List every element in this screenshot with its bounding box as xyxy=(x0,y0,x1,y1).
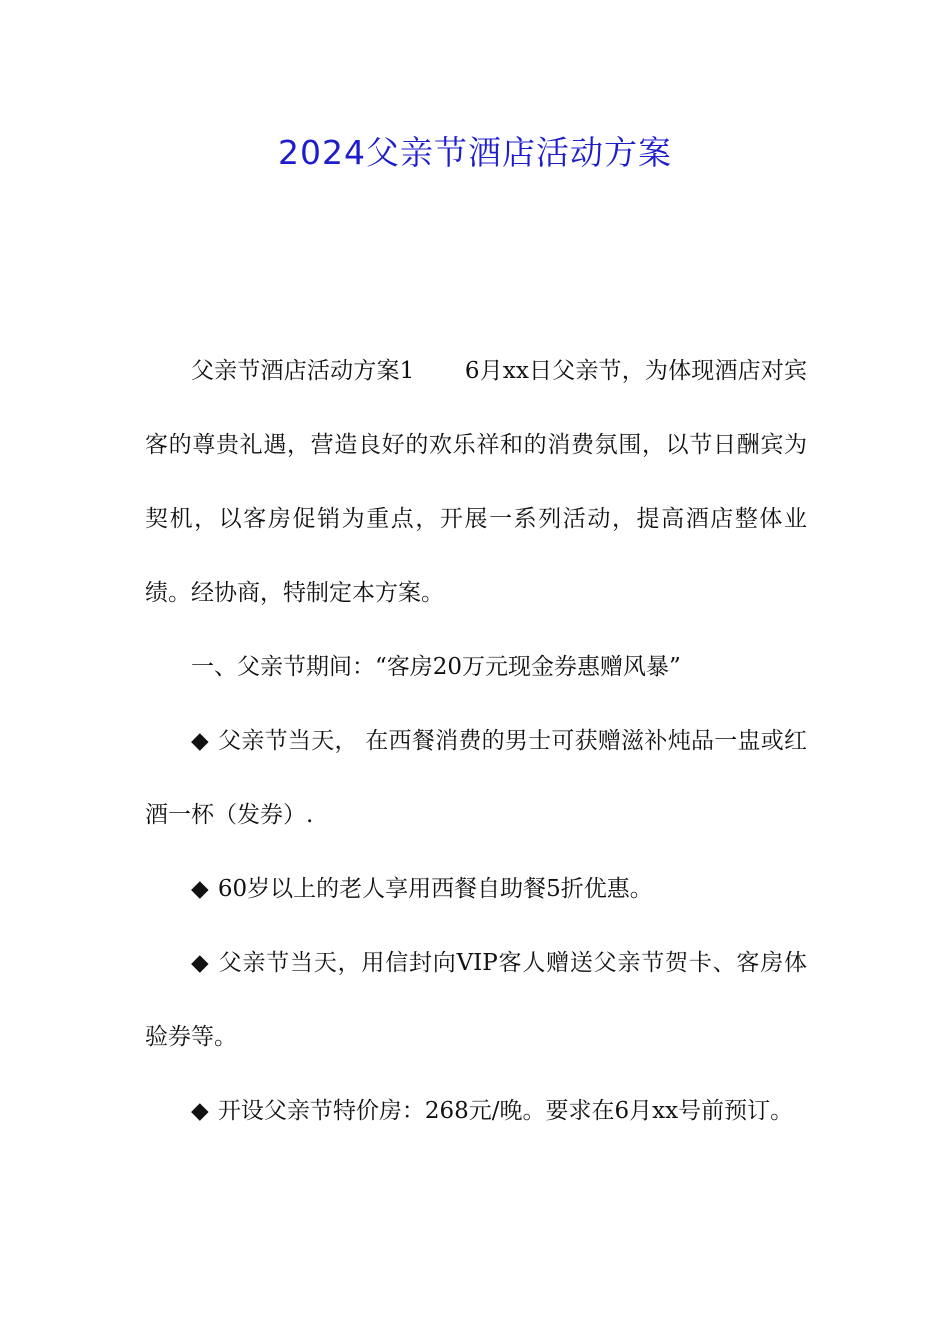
diamond-bullet-icon: ◆ xyxy=(191,1098,209,1124)
bullet-text: 父亲节当天， 在西餐消费的男士可获赠滋补炖品一盅或红酒一杯（发券）. xyxy=(145,728,807,828)
bullet-text: 父亲节当天，用信封向VIP客人赠送父亲节贺卡、客房体验券等。 xyxy=(145,950,807,1050)
intro-paragraph xyxy=(145,334,807,630)
bullet-item xyxy=(145,852,807,926)
bullet-item xyxy=(145,704,807,852)
document-body xyxy=(145,334,807,1148)
section-heading-1: 一、父亲节期间：“客房20万元现金券惠赠风暴” xyxy=(191,654,681,680)
diamond-bullet-icon: ◆ xyxy=(191,876,209,902)
bullet-item xyxy=(145,1074,807,1148)
diamond-bullet-icon: ◆ xyxy=(191,728,209,754)
bullet-text: 60岁以上的老人享用西餐自助餐5折优惠。 xyxy=(217,876,653,902)
document-title: 2024父亲节酒店活动方案 xyxy=(278,133,672,172)
bullet-item xyxy=(145,926,807,1074)
diamond-bullet-icon: ◆ xyxy=(191,950,209,976)
intro-text: 6月xx日父亲节，为体现酒店对宾客的尊贵礼遇，营造良好的欢乐祥和的消费氛围，以节日酬宾为契机，以客房促销为重点，开展一系列活动，提高酒店整体业绩。经协商，特制定本方案。 xyxy=(145,358,807,606)
intro-heading: 父亲节酒店活动方案1 xyxy=(191,358,415,384)
bullet-text: 开设父亲节特价房：268元/晚。要求在6月xx号前预订。 xyxy=(217,1098,794,1124)
